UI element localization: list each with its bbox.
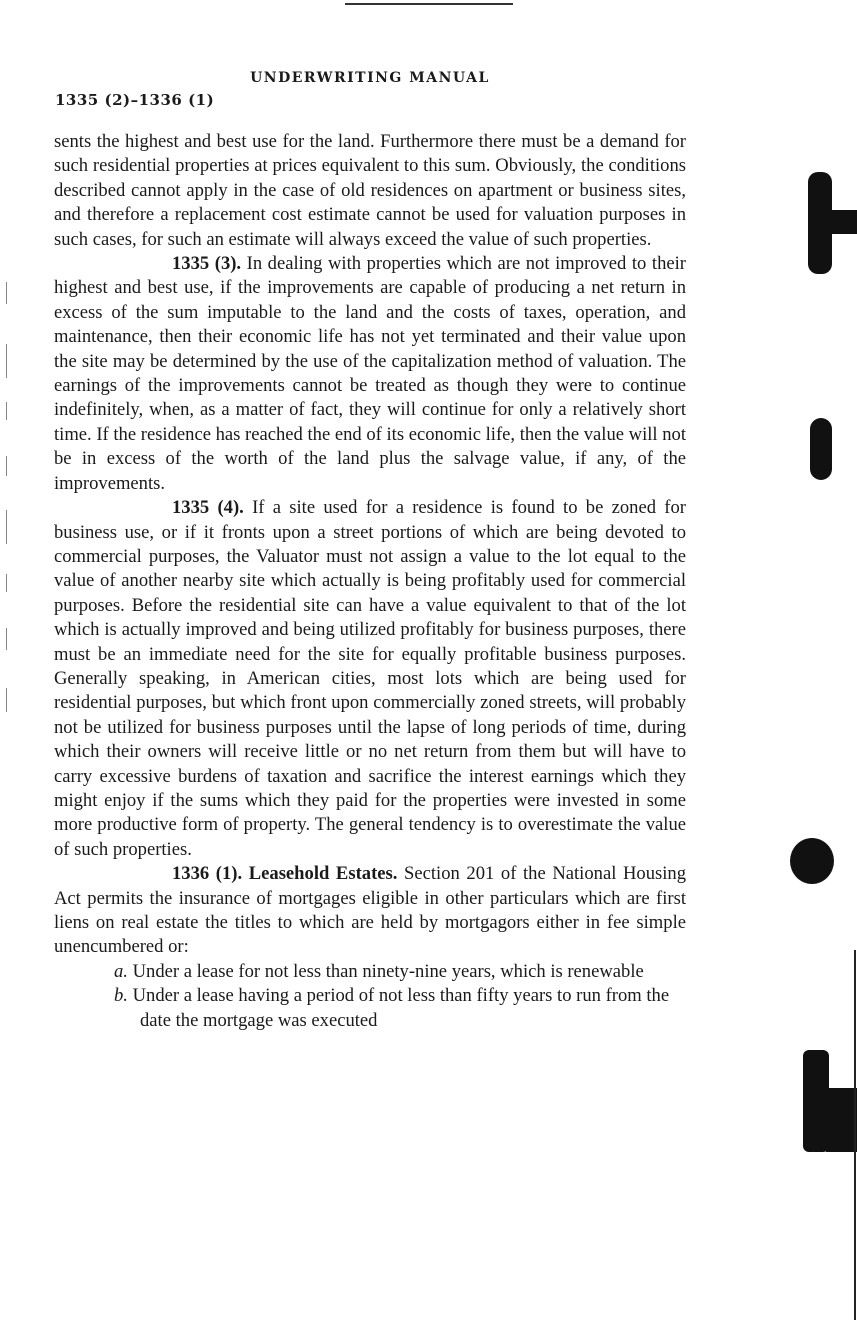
running-title: UNDERWRITING MANUAL xyxy=(250,70,490,86)
section-label: 1335 (4). xyxy=(172,497,244,519)
paragraph-text: If a site used for a residence is found to be zoned for business use, or if it fronts upon a street portions of which are being devoted to commercial purposes, the Valuator must not assign a value to the lot equal to the value of another nearby site which actually is being profitably used for commercial purposes. Before the residential site can have a value equivalent to that of the lot which is actually improved and being utilized profitably for business purposes, there must be an immediate need for the site for equally profitable business purposes. Generally speaking, in American cities, most lots which are being used for residential purposes, but which front upon commercially zoned streets, will probably not be utilized for business purposes until the lapse of long periods of time, during which their owners will receive little or no net return from them but will have to carry excessive burdens of taxation and sacrifice the interest earnings which they might enjoy if the sums which they paid for the properties were invested in some more productive form of property. The general tendency is to overestimate the value of such properties. xyxy=(54,497,686,860)
margin-tick xyxy=(6,688,7,712)
section-label: 1335 (3). xyxy=(172,253,242,275)
list-text: Under a lease having a period of not less than fifty years to run from the date the mortgage was executed xyxy=(132,985,670,1031)
section-label: 1336 (1). Leasehold Estates. xyxy=(172,863,398,885)
paragraph-continuation: sents the highest and best use for the land. Furthermore there must be a demand for such residential properties at prices equivalent to this sum. Obviously, the conditions described cannot apply in the case of old residences on apartment or business sites, and therefore a replacement cost estimate cannot be used for valuation purposes in such cases, for such an estimate will always exceed the value of such properties. xyxy=(54,131,686,250)
paragraph-1335-4 xyxy=(54,496,686,862)
page-edge-line xyxy=(854,950,856,1320)
list-text: Under a lease for not less than ninety-nine years, which is renewable xyxy=(132,960,644,982)
top-rule xyxy=(345,3,513,5)
margin-tick xyxy=(6,402,7,420)
margin-tick xyxy=(6,510,7,544)
page-body xyxy=(54,130,686,1033)
paragraph-text: Section 201 of the National Housing Act permits the insurance of mortgages eligible in other particulars which are first liens on real estate the titles to which are held by mortgagors either in fee simple unencumbered or: xyxy=(54,863,686,958)
paragraph-1335-3 xyxy=(54,252,686,496)
binder-mark-bottom-tab xyxy=(826,1088,857,1152)
binder-mark-circle xyxy=(790,838,834,884)
margin-tick xyxy=(6,456,7,476)
binder-mark-top-tab xyxy=(830,210,857,234)
margin-tick xyxy=(6,282,7,304)
list-item-b xyxy=(54,984,686,1033)
list-letter: a. xyxy=(114,960,128,982)
list-letter: b. xyxy=(114,985,128,1007)
margin-tick xyxy=(6,628,7,650)
list-item-a xyxy=(54,960,686,984)
binder-mark-top xyxy=(808,172,832,274)
margin-tick xyxy=(6,574,7,592)
paragraph-text: In dealing with properties which are not improved to their highest and best use, if the improvements are capable of producing a net return in excess of the sum imputable to the land and the costs of taxes, operation, and maintenance, then their economic life has not yet terminated and their value upon the site may be determined by the use of the capitalization method of valuation. The earnings of the improvements cannot be treated as though they were to continue indefinitely, when, as a matter of fact, they will continue for only a relatively short time. If the residence has reached the end of its economic life, then the value will not be in excess of the worth of the land plus the salvage value, if any, of the improvements. xyxy=(54,253,686,494)
paragraph-1336-1 xyxy=(54,862,686,960)
binder-mark-oval xyxy=(810,418,832,480)
margin-tick xyxy=(6,344,7,378)
section-range: 1335 (2)–1336 (1) xyxy=(55,91,215,109)
